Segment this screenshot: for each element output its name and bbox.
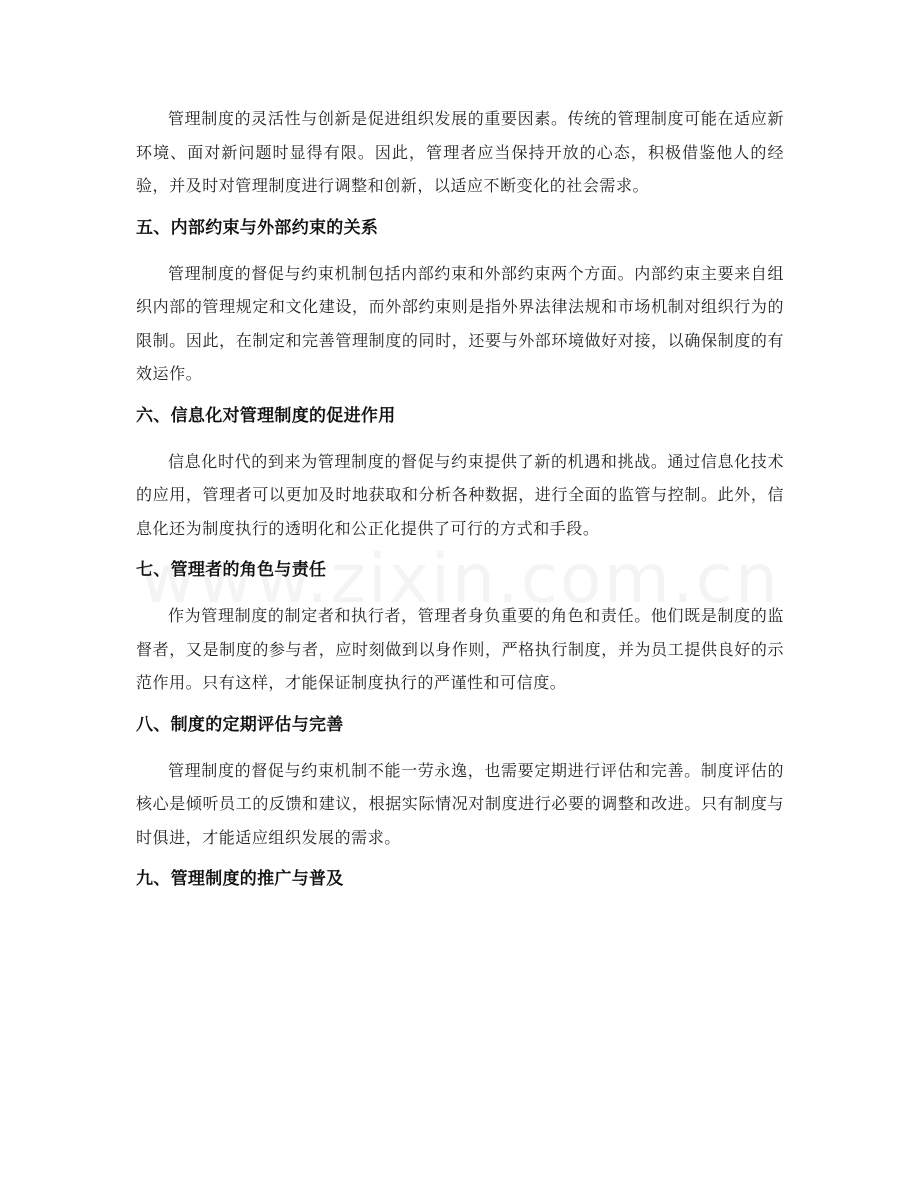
heading-section-5: 五、内部约束与外部约束的关系	[136, 217, 379, 238]
heading-section-7: 七、管理者的角色与责任	[136, 560, 327, 580]
paragraph-section-5: 管理制度的督促与约束机制包括内部约束和外部约束两个方面。内部约束主要来自组织内部的管理规定和文化建设，而外部约束则是指外界法律法规和市场机制对组织行为的限制。因此，在制定和完善管理制度的同时，还要与外部环境做好对接，以确保制度的有效运作。	[136, 263, 784, 383]
heading-section-9: 九、管理制度的推广与普及	[136, 869, 344, 889]
paragraph-section-7: 作为管理制度的制定者和执行者，管理者身负重要的角色和责任。他们既是制度的监督者，又是制度的参与者，应时刻做到以身作则，严格执行制度，并为员工提供良好的示范作用。只有这样，才能保证制度执行的严谨性和可信度。	[136, 606, 784, 692]
heading-section-8: 八、制度的定期评估与完善	[136, 714, 344, 735]
paragraph-flexibility: 管理制度的灵活性与创新是促进组织发展的重要因素。传统的管理制度可能在适应新环境、面对新问题时显得有限。因此，管理者应当保持开放的心态，积极借鉴他人的经验，并及时对管理制度进行调整和创新，以适应不断变化的社会需求。	[136, 109, 784, 195]
paragraph-section-6: 信息化时代的到来为管理制度的督促与约束提供了新的机遇和挑战。通过信息化技术的应用，管理者可以更加及时地获取和分析各种数据，进行全面的监管与控制。此外，信息化还为制度执行的透明化和公正化提供了可行的方式和手段。	[136, 451, 784, 538]
heading-section-6: 六、信息化对管理制度的促进作用	[136, 405, 396, 426]
document-body	[136, 102, 784, 893]
paragraph-section-8: 管理制度的督促与约束机制不能一劳永逸，也需要定期进行评估和完善。制度评估的核心是倾听员工的反馈和建议，根据实际情况对制度进行必要的调整和改进。只有制度与时俱进，才能适应组织发展的需求。	[136, 760, 784, 847]
